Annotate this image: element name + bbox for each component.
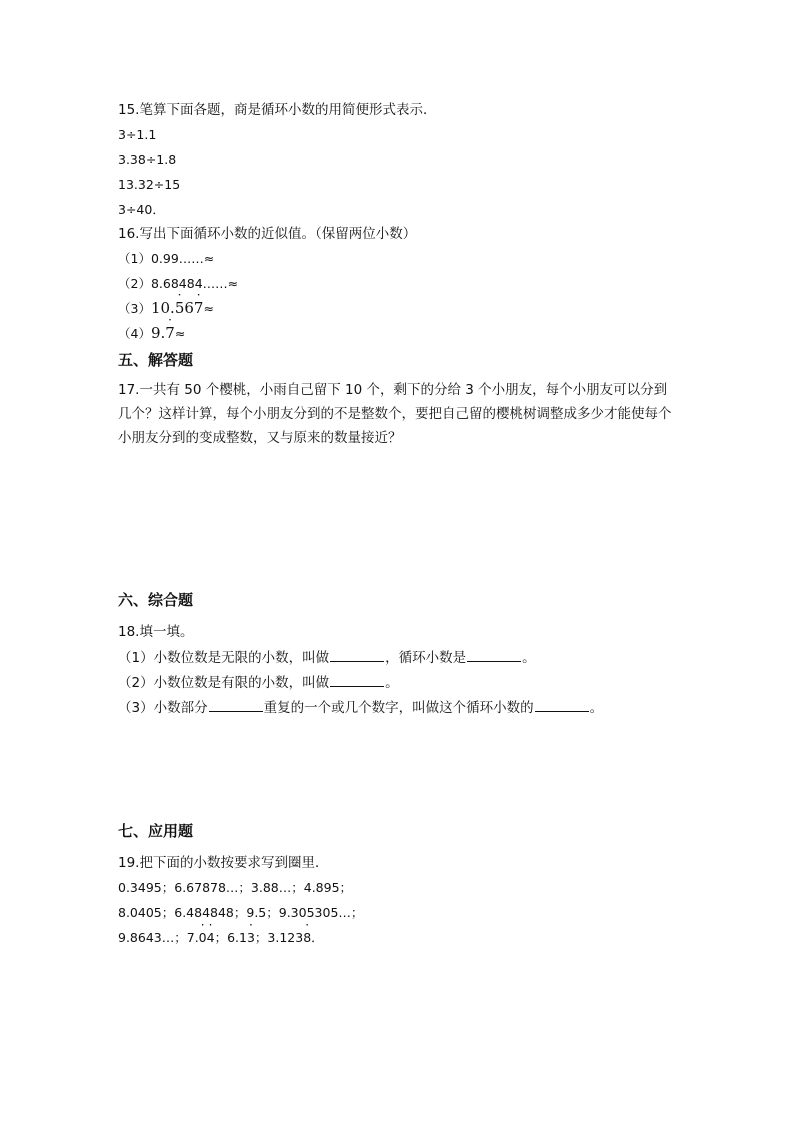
q16-item-3-int: 10. — [150, 299, 175, 317]
repeat-dot-digit-end: · 7 — [194, 300, 204, 316]
q19-line-3-h: ． — [311, 930, 324, 945]
q19-line-3-a: 9.8643…；7. — [118, 930, 199, 945]
q15-title: 15.笔算下面各题，商是循环小数的用简便形式表示． — [118, 102, 437, 118]
answer-blank[interactable] — [209, 699, 263, 712]
q15-item-3: 13.32÷15 — [118, 177, 181, 192]
q15-item-1: 3÷1.1 — [118, 127, 157, 142]
repeat-dot-digit-start: · 5 — [175, 300, 185, 316]
q18-line-1 — [118, 649, 536, 666]
q19-line-3-d: ；6.1 — [214, 930, 247, 945]
q16-item-1-label: （1） — [118, 251, 151, 266]
q16-item-3 — [118, 300, 214, 317]
q16-item-3-label: （3） — [118, 301, 151, 316]
q15-item-2: 3.38÷1.8 — [118, 152, 177, 167]
q18-line-1-text-a: （1）小数位数是无限的小数，叫做 — [118, 650, 330, 666]
q16-item-1-value: 0.99……≈ — [150, 251, 215, 266]
q17-text: 17.一共有 50 个樱桃，小雨自己留下 10 个，剩下的分给 3 个小朋友，每个小朋友可以分到几个？这样计算，每个小朋友分到的不是整数个，要把自己留的樱桃树调整成多少才能使每个小朋友分到的变成整数，又与原来的数量接近？ — [118, 382, 672, 446]
q19-line-2: 8.0405；6.484848；9.5；9.305305…； — [118, 905, 364, 920]
q19-title: 19.把下面的小数按要求写到圈里． — [118, 855, 329, 871]
repeat-dot-digit: · 3 — [247, 930, 255, 946]
q16-item-4-approx: ≈ — [174, 326, 186, 341]
repeat-dot-digit: · 4 — [207, 930, 215, 946]
answer-blank[interactable] — [467, 649, 521, 662]
q18-line-1-text-b: ，循环小数是 — [385, 650, 467, 666]
section-5-heading: 五、解答题 — [118, 351, 194, 369]
q15-item-4: 3÷40． — [118, 202, 165, 217]
q16-item-4-label: （4） — [118, 326, 151, 341]
q16-title: 16.写出下面循环小数的近似值。（保留两位小数） — [118, 226, 417, 242]
repeat-dot-digit: · 7 — [165, 325, 175, 341]
q18-title: 18.填一填。 — [118, 624, 194, 640]
answer-blank[interactable] — [330, 674, 384, 687]
q19-line-3 — [118, 930, 324, 946]
q18-line-1-text-c: 。 — [522, 650, 536, 666]
repeat-dot-digit: · 0 — [199, 930, 207, 946]
q18-line-3-text-c: 。 — [589, 700, 604, 716]
q16-item-1 — [118, 251, 214, 267]
q16-item-2-label: （2） — [118, 276, 151, 291]
repeating-decimal-10-567 — [151, 299, 204, 317]
q18-line-3 — [118, 699, 603, 716]
repeat-dot-digit: · 8 — [303, 930, 311, 946]
q19-line-1: 0.3495；6.67878…；3.88…；4.895； — [118, 880, 353, 895]
q18-line-3-text-a: （3）小数部分 — [118, 700, 208, 716]
q16-item-2-value: 8.68484……≈ — [150, 276, 239, 291]
q19-line-3-f: ；3.123 — [254, 930, 304, 945]
q18-line-2-text-a: （2）小数位数是有限的小数，叫做 — [118, 675, 330, 691]
q16-item-3-approx: ≈ — [203, 301, 214, 316]
q16-item-4-int: 9. — [150, 324, 166, 342]
answer-blank[interactable] — [330, 649, 384, 662]
q16-item-3-mid: 6 — [184, 299, 194, 317]
q18-line-3-text-b: 重复的一个或几个数字，叫做这个循环小数的 — [263, 700, 534, 716]
answer-blank[interactable] — [535, 699, 589, 712]
repeating-decimal-9-7 — [151, 324, 175, 342]
q18-line-2-text-b: 。 — [385, 675, 399, 691]
q18-line-2 — [118, 674, 399, 691]
section-7-heading: 七、应用题 — [118, 822, 194, 840]
section-6-heading: 六、综合题 — [118, 591, 194, 609]
q16-item-4 — [118, 325, 185, 342]
